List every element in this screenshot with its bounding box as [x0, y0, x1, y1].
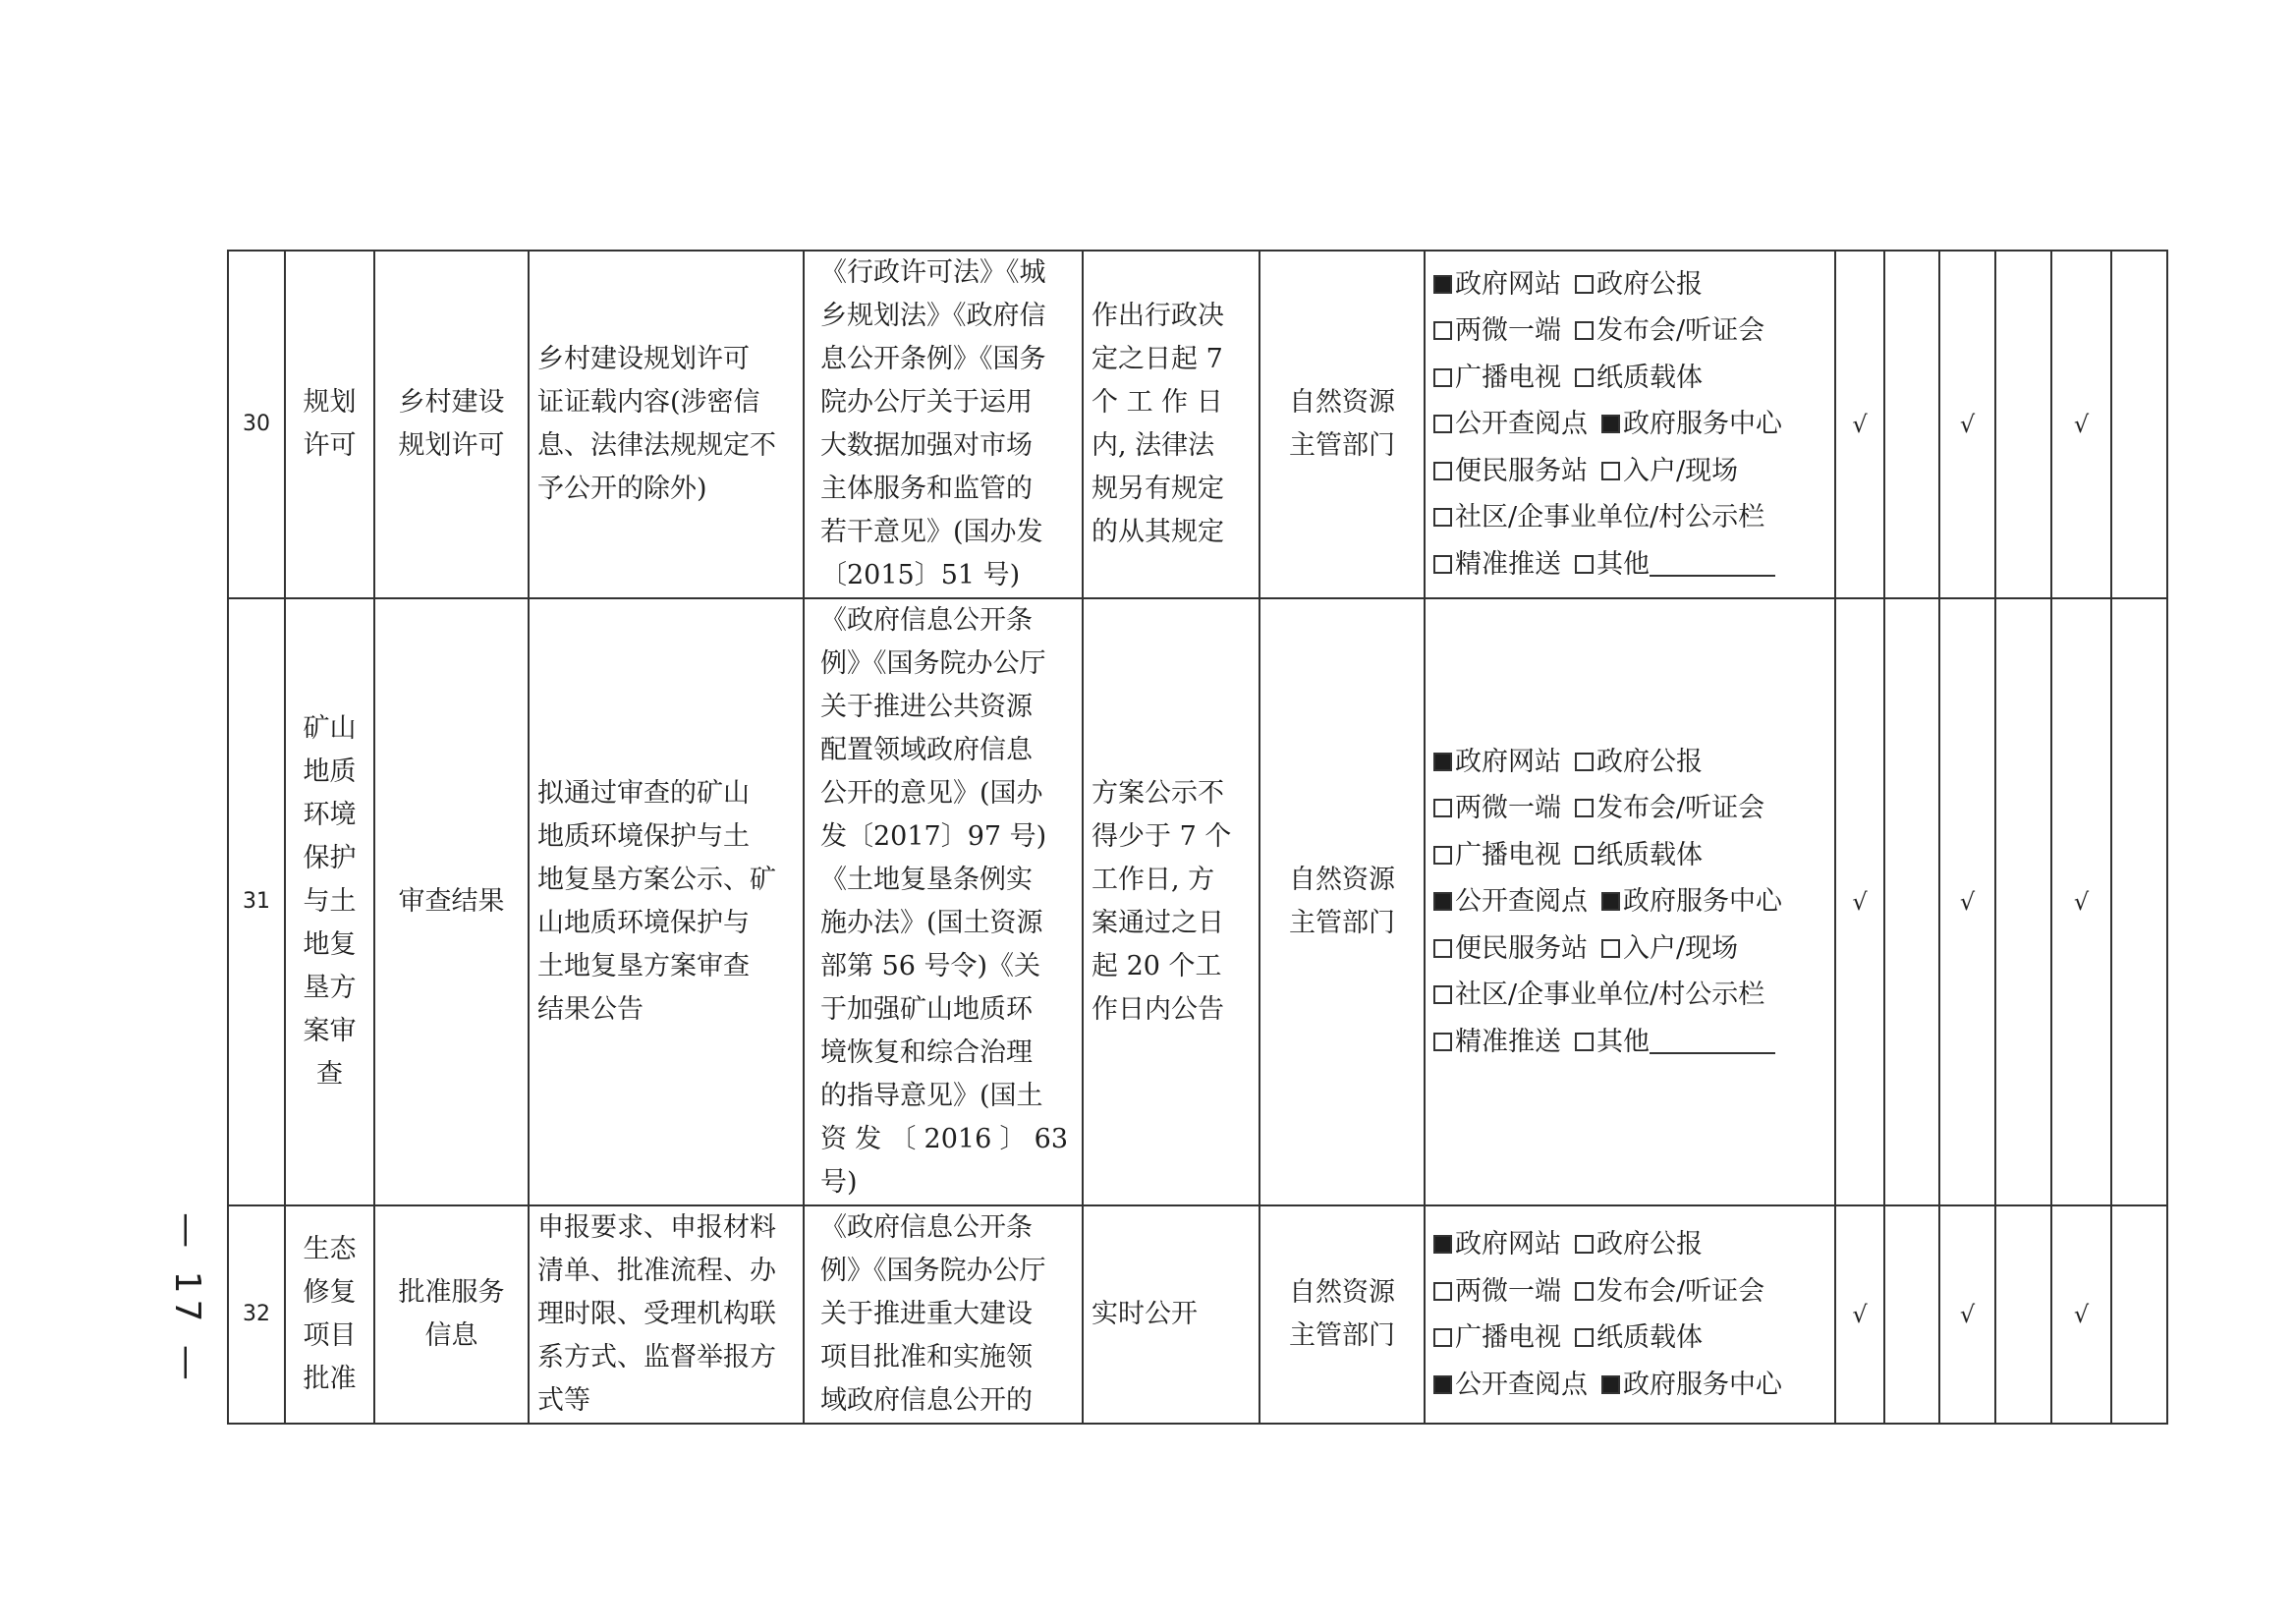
channel-label: 政府网站 — [1455, 268, 1561, 300]
channel-line — [1433, 1362, 1826, 1409]
mark-cell: √ — [2051, 598, 2111, 1205]
text-line: 息、法律法规规定不 — [537, 430, 776, 461]
channel-line — [1433, 1221, 1826, 1268]
text-line: 申报要求、申报材料 — [537, 1212, 776, 1243]
text-line: 个 工 作 日 — [1092, 387, 1223, 418]
department-cell — [1259, 598, 1425, 1205]
unchecked-box-icon — [1433, 368, 1452, 387]
unchecked-box-icon — [1433, 321, 1452, 340]
channel-label: 政府网站 — [1455, 746, 1561, 777]
mark-cell — [1884, 598, 1939, 1205]
row-number: 31 — [228, 598, 285, 1205]
text-line: 的从其规定 — [1092, 517, 1224, 547]
text-line: 理时限、受理机构联 — [537, 1299, 776, 1329]
text-line: 矿山 — [303, 713, 357, 744]
mark-cell — [1995, 598, 2051, 1205]
category-cell — [285, 1205, 374, 1424]
channel-line — [1433, 739, 1826, 786]
text-line: 系方式、监督举报方 — [537, 1342, 776, 1372]
text-line: 规划 — [303, 387, 357, 418]
channel-line — [1433, 401, 1826, 448]
time-limit-lines — [1092, 295, 1251, 554]
channel-line — [1433, 1019, 1826, 1066]
text-line: 式等 — [537, 1385, 590, 1416]
item-cell — [374, 1205, 529, 1424]
category-lines — [286, 381, 373, 468]
content-cell — [529, 251, 804, 598]
mark-cell: √ — [1939, 251, 1995, 598]
basis-lines — [820, 252, 1068, 597]
department-cell — [1259, 251, 1425, 598]
channel-label: 广播电视 — [1455, 362, 1561, 393]
channel-line — [1433, 925, 1826, 973]
time-limit-cell — [1083, 251, 1259, 598]
content-lines — [537, 1206, 795, 1423]
channel-line — [1433, 972, 1826, 1019]
channel-label: 发布会/听证会 — [1596, 1275, 1765, 1307]
text-line: 清单、批准流程、办 — [537, 1256, 776, 1286]
channels-cell — [1425, 598, 1835, 1205]
text-line: 地质环境保护与土 — [537, 821, 750, 852]
unchecked-box-icon — [1433, 985, 1452, 1004]
text-line: 地复 — [303, 929, 357, 960]
item-cell — [374, 251, 529, 598]
text-line: 主管部门 — [1289, 908, 1395, 938]
channel-label: 政府公报 — [1596, 268, 1703, 300]
channel-line — [1433, 308, 1826, 355]
text-line: 案通过之日 — [1092, 908, 1224, 938]
table-row — [228, 598, 2167, 1205]
text-line: 作日内公告 — [1092, 994, 1224, 1025]
text-line: 地质 — [303, 756, 357, 787]
channel-label: 两微一端 — [1455, 793, 1561, 824]
checked-box-icon — [1433, 275, 1452, 294]
mark-cell — [1995, 251, 2051, 598]
unchecked-box-icon — [1575, 275, 1594, 294]
category-cell — [285, 251, 374, 598]
text-line: 项目批准和实施领 — [820, 1342, 1033, 1372]
channel-label: 纸质载体 — [1596, 1322, 1703, 1353]
text-line: 自然资源 — [1289, 1277, 1395, 1308]
text-line: 定之日起 7 — [1092, 344, 1223, 374]
channel-line — [1433, 541, 1826, 588]
channel-label: 政府服务中心 — [1623, 886, 1782, 918]
text-line: 境恢复和综合治理 — [820, 1037, 1033, 1068]
text-line: 规另有规定 — [1092, 474, 1224, 504]
row-number: 32 — [228, 1205, 285, 1424]
text-line: 信息 — [424, 1320, 478, 1351]
channel-line — [1433, 785, 1826, 832]
page-number-text: — 17 — — [166, 1211, 207, 1386]
text-line: 域政府信息公开的 — [820, 1385, 1033, 1416]
channel-label: 精准推送 — [1455, 1026, 1561, 1057]
time-limit-cell — [1083, 598, 1259, 1205]
mark-cell — [2111, 1205, 2167, 1424]
unchecked-box-icon — [1575, 368, 1594, 387]
channels-cell — [1425, 251, 1835, 598]
time-limit-cell — [1083, 1205, 1259, 1424]
basis-cell — [804, 598, 1083, 1205]
mark-cell: √ — [1939, 1205, 1995, 1424]
unchecked-box-icon — [1575, 555, 1594, 574]
channel-label: 广播电视 — [1455, 1322, 1561, 1353]
unchecked-box-icon — [1433, 1033, 1452, 1051]
mark-cell: √ — [2051, 1205, 2111, 1424]
text-line: 主体服务和监管的 — [820, 474, 1033, 504]
text-line: 与土 — [303, 886, 357, 917]
department-lines — [1260, 381, 1424, 468]
text-line: 批准服务 — [398, 1277, 505, 1308]
basis-lines — [820, 599, 1068, 1204]
basis-cell — [804, 251, 1083, 598]
category-lines — [286, 1228, 373, 1401]
text-line: 公开的意见》(国办 — [820, 778, 1043, 809]
channel-label: 入户/现场 — [1623, 932, 1739, 964]
channel-label: 便民服务站 — [1455, 455, 1588, 486]
channel-label: 入户/现场 — [1623, 455, 1739, 486]
fill-in-blank — [1650, 1027, 1775, 1054]
text-line: 方案公示不 — [1092, 778, 1224, 809]
unchecked-box-icon — [1433, 1282, 1452, 1301]
item-lines — [375, 1271, 528, 1358]
channel-label: 公开查阅点 — [1455, 409, 1588, 440]
page-number — [157, 1210, 216, 1387]
mark-cell — [1995, 1205, 2051, 1424]
unchecked-box-icon — [1433, 555, 1452, 574]
department-lines — [1260, 859, 1424, 945]
unchecked-box-icon — [1433, 508, 1452, 527]
unchecked-box-icon — [1433, 799, 1452, 817]
mark-cell — [1884, 251, 1939, 598]
table-row — [228, 1205, 2167, 1424]
text-line: 《土地复垦条例实 — [820, 865, 1033, 895]
time-limit-lines — [1092, 1293, 1251, 1336]
text-line: 自然资源 — [1289, 865, 1395, 895]
text-line: 案审 — [303, 1016, 357, 1046]
text-line: 垦方 — [303, 973, 357, 1003]
channel-line — [1433, 1268, 1826, 1316]
text-line: 的指导意见》(国土 — [820, 1081, 1043, 1111]
text-line: 例》《国务院办公厅 — [820, 1256, 1046, 1286]
text-line: 〔2015〕51 号) — [820, 560, 1021, 590]
item-lines — [375, 880, 528, 924]
content-lines — [537, 338, 795, 511]
checked-box-icon — [1601, 892, 1620, 911]
unchecked-box-icon — [1433, 462, 1452, 480]
checked-box-icon — [1433, 892, 1452, 911]
text-line: 《行政许可法》《城 — [820, 257, 1046, 288]
basis-lines — [820, 1206, 1068, 1423]
disclosure-table — [227, 250, 2168, 1425]
channel-line — [1433, 878, 1826, 925]
channels-cell — [1425, 1205, 1835, 1424]
channel-line — [1433, 261, 1826, 308]
channel-label: 其他 — [1596, 1026, 1650, 1057]
checked-box-icon — [1433, 1375, 1452, 1394]
text-line: 规划许可 — [398, 430, 505, 461]
text-line: 内, 法律法 — [1092, 430, 1215, 461]
mark-cell: √ — [2051, 251, 2111, 598]
category-lines — [286, 707, 373, 1096]
item-lines — [375, 381, 528, 468]
text-line: 乡村建设规划许可 — [537, 344, 750, 374]
channel-label: 政府公报 — [1596, 1229, 1703, 1260]
category-cell — [285, 598, 374, 1205]
text-line: 《政府信息公开条 — [820, 605, 1033, 636]
channel-label: 政府服务中心 — [1623, 1369, 1782, 1400]
mark-cell — [2111, 251, 2167, 598]
text-line: 土地复垦方案审查 — [537, 951, 750, 981]
text-line: 配置领域政府信息 — [820, 735, 1033, 765]
basis-cell — [804, 1205, 1083, 1424]
text-line: 关于推进公共资源 — [820, 692, 1033, 722]
channel-label: 发布会/听证会 — [1596, 315, 1765, 347]
channel-list — [1433, 1221, 1826, 1408]
text-line: 山地质环境保护与 — [537, 908, 750, 938]
channel-label: 社区/企事业单位/村公示栏 — [1455, 980, 1765, 1011]
text-line: 资发〔2016〕63 号) — [820, 1124, 1068, 1198]
channel-line — [1433, 448, 1826, 495]
text-line: 乡村建设 — [398, 387, 505, 418]
channel-line — [1433, 832, 1826, 879]
content-lines — [537, 772, 795, 1032]
text-line: 审查结果 — [398, 886, 505, 917]
unchecked-box-icon — [1575, 1328, 1594, 1347]
text-line: 发〔2017〕97 号) — [820, 821, 1047, 852]
checked-box-icon — [1601, 1375, 1620, 1394]
department-lines — [1260, 1271, 1424, 1358]
channel-label: 纸质载体 — [1596, 362, 1703, 393]
unchecked-box-icon — [1575, 799, 1594, 817]
text-line: 主管部门 — [1289, 1320, 1395, 1351]
channel-list — [1433, 739, 1826, 1066]
channel-label: 精准推送 — [1455, 548, 1561, 580]
checked-box-icon — [1433, 753, 1452, 771]
text-line: 施办法》(国土资源 — [820, 908, 1043, 938]
channel-line — [1433, 494, 1826, 541]
text-line: 工作日, 方 — [1092, 865, 1215, 895]
text-line: 息公开条例》《国务 — [820, 344, 1046, 374]
unchecked-box-icon — [1433, 415, 1452, 433]
text-line: 项目 — [303, 1320, 357, 1351]
channel-label: 政府网站 — [1455, 1229, 1561, 1260]
text-line: 例》《国务院办公厅 — [820, 648, 1046, 679]
mark-cell: √ — [1835, 1205, 1884, 1424]
unchecked-box-icon — [1575, 321, 1594, 340]
unchecked-box-icon — [1433, 846, 1452, 865]
text-line: 主管部门 — [1289, 430, 1395, 461]
text-line: 拟通过审查的矿山 — [537, 778, 750, 809]
mark-cell: √ — [1835, 598, 1884, 1205]
unchecked-box-icon — [1575, 1282, 1594, 1301]
channel-label: 公开查阅点 — [1455, 1369, 1588, 1400]
text-line: 生态 — [303, 1234, 357, 1264]
text-line: 起 20 个工 — [1092, 951, 1222, 981]
unchecked-box-icon — [1575, 753, 1594, 771]
text-line: 乡规划法》《政府信 — [820, 301, 1046, 331]
channel-label: 纸质载体 — [1596, 839, 1703, 870]
content-cell — [529, 1205, 804, 1424]
channel-label: 其他 — [1596, 548, 1650, 580]
channel-line — [1433, 355, 1826, 402]
unchecked-box-icon — [1575, 1033, 1594, 1051]
channel-line — [1433, 1315, 1826, 1362]
unchecked-box-icon — [1575, 846, 1594, 865]
mark-cell: √ — [1939, 598, 1995, 1205]
mark-cell — [2111, 598, 2167, 1205]
time-limit-lines — [1092, 772, 1251, 1032]
channel-label: 社区/企事业单位/村公示栏 — [1455, 502, 1765, 533]
text-line: 地复垦方案公示、矿 — [537, 865, 776, 895]
text-line: 得少于 7 个 — [1092, 821, 1232, 852]
content-cell — [529, 598, 804, 1205]
text-line: 证证载内容(涉密信 — [537, 387, 760, 418]
text-line: 结果公告 — [537, 994, 644, 1025]
text-line: 保护 — [303, 843, 357, 873]
text-line: 批准 — [303, 1364, 357, 1394]
channel-label: 公开查阅点 — [1455, 886, 1588, 918]
text-line: 关于推进重大建设 — [820, 1299, 1033, 1329]
text-line: 《政府信息公开条 — [820, 1212, 1033, 1243]
checked-box-icon — [1433, 1235, 1452, 1254]
checked-box-icon — [1601, 415, 1620, 433]
channel-label: 两微一端 — [1455, 1275, 1561, 1307]
text-line: 若干意见》(国办发 — [820, 517, 1043, 547]
text-line: 作出行政决 — [1092, 301, 1224, 331]
mark-cell — [1884, 1205, 1939, 1424]
text-line: 于加强矿山地质环 — [820, 994, 1033, 1025]
item-cell — [374, 598, 529, 1205]
table-row — [228, 251, 2167, 598]
mark-cell: √ — [1835, 251, 1884, 598]
text-line: 实时公开 — [1092, 1299, 1198, 1329]
channel-label: 广播电视 — [1455, 839, 1561, 870]
unchecked-box-icon — [1601, 939, 1620, 958]
fill-in-blank — [1650, 549, 1775, 577]
channel-list — [1433, 261, 1826, 588]
unchecked-box-icon — [1433, 939, 1452, 958]
text-line: 许可 — [303, 430, 357, 461]
row-number: 30 — [228, 251, 285, 598]
channel-label: 政府服务中心 — [1623, 409, 1782, 440]
channel-label: 便民服务站 — [1455, 932, 1588, 964]
text-line: 修复 — [303, 1277, 357, 1308]
text-line: 查 — [316, 1059, 343, 1090]
channel-label: 政府公报 — [1596, 746, 1703, 777]
text-line: 环境 — [303, 800, 357, 830]
text-line: 大数据加强对市场 — [820, 430, 1033, 461]
text-line: 自然资源 — [1289, 387, 1395, 418]
unchecked-box-icon — [1601, 462, 1620, 480]
text-line: 部第 56 号令)《关 — [820, 951, 1041, 981]
unchecked-box-icon — [1433, 1328, 1452, 1347]
text-line: 院办公厅关于运用 — [820, 387, 1033, 418]
channel-label: 两微一端 — [1455, 315, 1561, 347]
department-cell — [1259, 1205, 1425, 1424]
unchecked-box-icon — [1575, 1235, 1594, 1254]
text-line: 予公开的除外) — [537, 474, 707, 504]
channel-label: 发布会/听证会 — [1596, 793, 1765, 824]
